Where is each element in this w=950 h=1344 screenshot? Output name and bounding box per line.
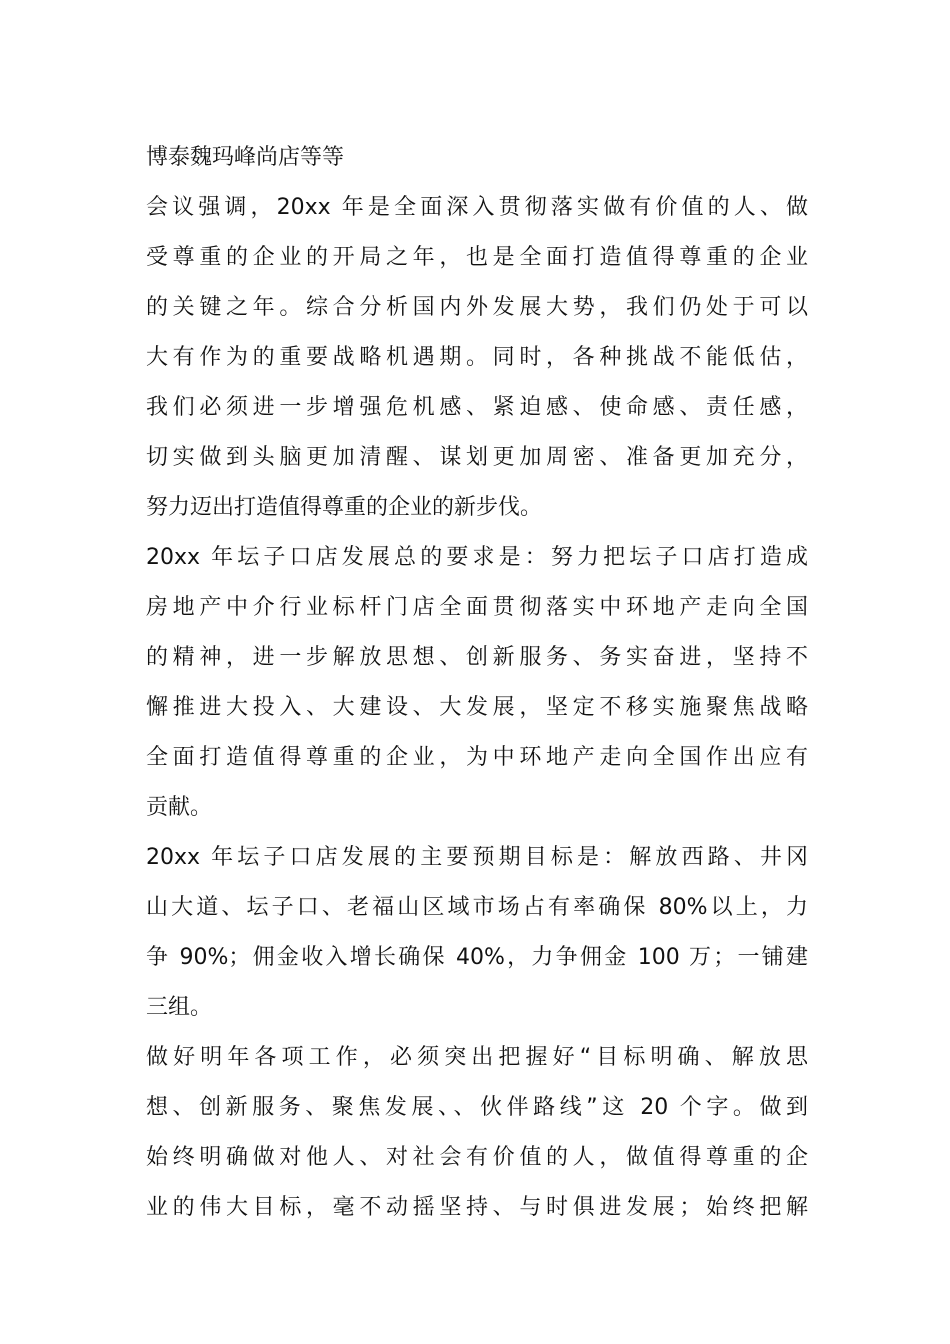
text-line: 我们必须进一步增强危机感、紧迫感、使命感、责任感， xyxy=(146,395,808,420)
text-line: 贡献。 xyxy=(146,795,213,820)
text-line: 的关键之年。综合分析国内外发展大势，我们仍处于可以 xyxy=(146,295,808,320)
text-line: 三组。 xyxy=(146,995,213,1020)
text-line: 20xx 年坛子口店发展总的要求是：努力把坛子口店打造成 xyxy=(146,545,808,570)
text-line: 全面打造值得尊重的企业，为中环地产走向全国作出应有 xyxy=(146,745,808,770)
text-line: 会议强调，20xx 年是全面深入贯彻落实做有价值的人、做 xyxy=(146,195,808,220)
paragraph-overall-requirements xyxy=(146,533,808,833)
text-line: 懈推进大投入、大建设、大发展，坚定不移实施聚焦战略 xyxy=(146,695,808,720)
text-line: 受尊重的企业的开局之年，也是全面打造值得尊重的企业 xyxy=(146,245,808,270)
document-body xyxy=(146,133,808,1233)
text-line: 做好明年各项工作，必须突出把握好“目标明确、解放思 xyxy=(146,1045,808,1070)
text-line: 的精神，进一步解放思想、创新服务、务实奋进，坚持不 xyxy=(146,645,808,670)
paragraph-next-year-work xyxy=(146,1033,808,1233)
text-line: 20xx 年坛子口店发展的主要预期目标是：解放西路、井冈 xyxy=(146,845,808,870)
paragraph-expected-targets xyxy=(146,833,808,1033)
text-line: 争 90%；佣金收入增长确保 40%，力争佣金 100 万；一铺建 xyxy=(146,945,808,970)
paragraph-meeting-emphasis xyxy=(146,183,808,533)
text-line: 始终明确做对他人、对社会有价值的人，做值得尊重的企 xyxy=(146,1145,808,1170)
text-line: 切实做到头脑更加清醒、谋划更加周密、准备更加充分， xyxy=(146,445,808,470)
text-line: 业的伟大目标，毫不动摇坚持、与时俱进发展；始终把解 xyxy=(146,1195,808,1220)
text-line: 大有作为的重要战略机遇期。同时，各种挑战不能低估， xyxy=(146,345,808,370)
text-line: 努力迈出打造值得尊重的企业的新步伐。 xyxy=(146,495,543,520)
text-line: 想、创新服务、聚焦发展、、伙伴路线”这 20 个字。做到 xyxy=(146,1095,808,1120)
heading-line: 博泰魏玛峰尚店等等 xyxy=(146,145,345,170)
text-line: 房地产中介行业标杆门店全面贯彻落实中环地产走向全国 xyxy=(146,595,808,620)
text-line: 山大道、坛子口、老福山区域市场占有率确保 80%以上，力 xyxy=(146,895,808,920)
